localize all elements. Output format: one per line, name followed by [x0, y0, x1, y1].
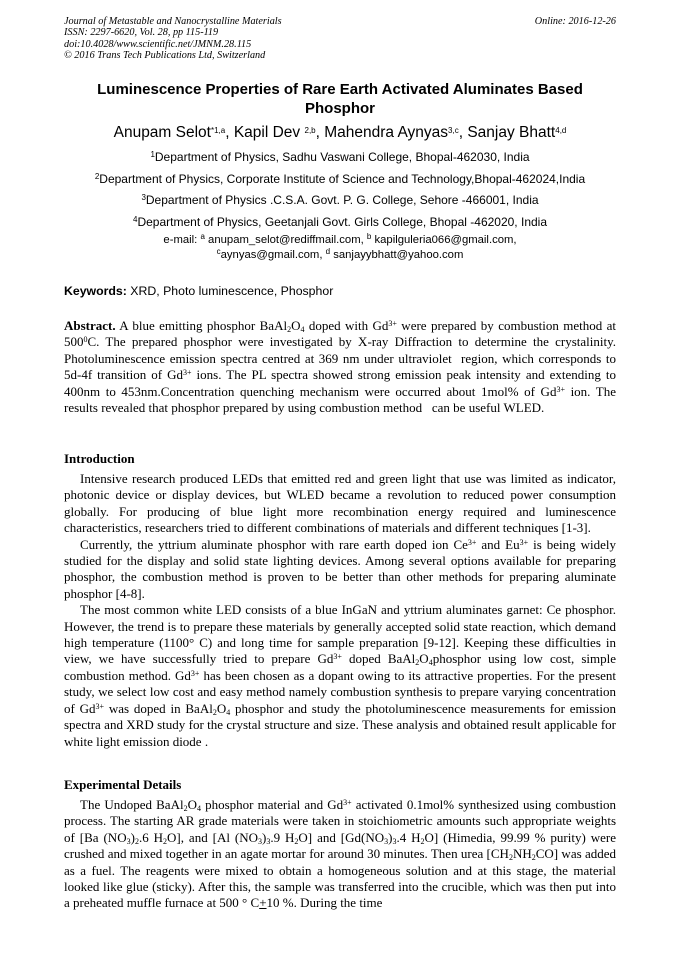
email-link[interactable]: kapilguleria066@gmail.com, — [371, 234, 517, 246]
keywords-text: XRD, Photo luminescence, Phosphor — [126, 284, 334, 298]
author-affiliation-mark: 4,d — [555, 126, 567, 135]
email-mark: a — [200, 232, 205, 241]
keywords-label: Keywords: — [64, 284, 127, 298]
author-list: Anupam Selot$^{*1,a}$, Kapil Dev $^{2,b}$, Mahendra Aynyas$^{3,c}$, Sanjay Bhatt$^{4,d}$ — [113, 124, 567, 141]
affiliation-number: 4 — [133, 214, 138, 224]
author-name: Kapil Dev — [233, 124, 305, 141]
journal-name: Journal of Metastable and Nanocrystalline Materials — [64, 16, 282, 27]
affiliation-text: Department of Physics, Corporate Institute of Science and Technology,Bhopal-462024,India — [99, 171, 586, 186]
author-name: Mahendra Aynyas — [324, 124, 449, 141]
affiliation-number: 3 — [141, 193, 146, 202]
paragraph: Currently, the yttrium aluminate phosphor with rare earth doped ion $Ce^{3+}$ and $Eu^{3+}$ is being widely studied for the display and solid state lighting devices. Among several options available for preparing phosphor, the combustion method is proven to be better than other methods for preparing aluminate phosphor [4-8]. — [64, 536, 616, 601]
email-mark: c — [216, 247, 221, 256]
paragraph: Intensive research produced LEDs that emitted red and green light that use was limited as indicator, photonic device or display devices, but WLED became a revolution to reduced power consumption globally. For producing of blue light more recombination energy required and luminescence characteristics, researchers tried to different combinations of materials and different techniques [1-3]. — [64, 471, 616, 536]
email-mark: d — [325, 247, 331, 256]
affiliation-text: Department of Physics .C.S.A. Govt. P. G. College, Sehore -466001, India — [145, 193, 539, 207]
abstract: Abstract. A blue emitting phosphor $BaAl_2O_4$ doped with $Gd^{3+}$ were prepared by combustion method at $500^0C$. The prepared phosphor were investigated by X-ray Diffraction to determine the crystalinity. Photoluminescence emission spectra centred at 369 nm under ultraviolet region, which corresponds to 5d-4f transition of $Gd^{3+}$ ions. The PL spectra showed strong emission peak intensity and extending to 400nm to 453nm.Concentration quenching mechanism were occurred about 1mol% of $Gd^{3+}$ ion. The results revealed that phosphor prepared by using combustion method can be useful WLED. — [64, 318, 617, 416]
email-link[interactable]: aynyas@gmail.com, — [220, 249, 326, 261]
abstract-label: Abstract. — [64, 318, 116, 333]
author-affiliation-mark: 2,b — [304, 126, 316, 135]
journal-issn: ISSN: 2297-6620, Vol. 28, pp 115-119 — [64, 27, 219, 39]
email-link[interactable]: sanjayybhatt@yahoo.com — [330, 249, 464, 261]
affiliation — [64, 172, 616, 194]
author-name: Anupam Selot — [113, 124, 211, 141]
online-date: Online: 2016-12-26 — [534, 16, 616, 27]
affiliation — [64, 193, 616, 215]
affiliations — [64, 150, 616, 236]
experimental-text — [64, 797, 616, 912]
affiliation — [64, 150, 616, 172]
journal-header — [64, 16, 616, 62]
email-prefix: e-mail: — [163, 234, 201, 246]
keywords — [64, 283, 616, 299]
section-heading-experimental: Experimental Details — [64, 777, 182, 792]
paper-title: Luminescence Properties of Rare Earth Activated Aluminates Based Phosphor — [97, 81, 583, 117]
paragraph: The most common white LED consists of a blue InGaN and yttrium aluminates garnet: Ce phosphor. However, the trend is to prepare these materials by generally accepted solid state reaction, which demand high temperature (1100° C) and long time for sample preparation [9-12]. Keeping these difficulties in view, we have successfully tried to prepare $Gd^{3+}$ doped $BaAl_2O_4phosphor$ using low cost, simple combustion method. $Gd^{3+}$ has been chosen as a dopant owing to its attractive properties. For the present study, we select low cost and easy method namely combustion synthesis to prepare varying concentration of $Gd^{3+}$ was doped in $BaAl_2O_4$ phosphor and study the photoluminescence measurements for emission spectra and XRD study for the crystal structure and size. These analysis and obtained result applicable for white light emission diode . — [64, 602, 617, 749]
affiliation-number: 2 — [94, 171, 100, 181]
affiliation-text: Department of Physics, Sadhu Vaswani College, Bhopal-462030, India — [154, 150, 530, 164]
paragraph: The Undoped $BaAl_2O_4$ phosphor material and $Gd^{3+}$ activated 0.1mol% synthesized using combustion process. The starting AR grade materials were taken in stoichiometric amounts such appropriate weights of [Ba $(NO_3)_2.6$ $H_2O$], and [Al $(NO_3)_3.9$ $H_2O$] and [$Gd(NO_3)_3.4$ $H_2O$] (Himedia, 99.99 % purity) were crushed and mixed together in an agate mortar for around 30 minutes. Then urea $[CH_2NH_2CO]$ was added as a fuel. The reagents were mixed to obtain a homogeneous solution and at this stage, the material looked like glue (sticky). After this, the sample was transferred into the crucible, which was then put into a preheated muffle furnace at 500 ° C+10 %. During the time — [64, 797, 616, 911]
affiliation-text: Department of Physics, Geetanjali Govt. Girls College, Bhopal -462020, India — [137, 214, 547, 229]
author-affiliation-mark: *1,a — [210, 126, 226, 135]
email-link[interactable]: anupam_selot@rediffmail.com, — [204, 234, 367, 246]
email-block — [64, 233, 616, 263]
author-name: Sanjay Bhatt — [467, 124, 556, 141]
introduction-text — [64, 471, 616, 750]
journal-copyright: © 2016 Trans Tech Publications Ltd, Switzerland — [64, 50, 266, 62]
journal-doi: doi:10.4028/www.scientific.net/JMNM.28.115 — [64, 38, 252, 50]
affiliation-number: 1 — [150, 150, 155, 159]
section-heading-introduction: Introduction — [64, 451, 135, 466]
email-mark: b — [366, 232, 372, 241]
author-affiliation-mark: 3,c — [448, 126, 459, 135]
